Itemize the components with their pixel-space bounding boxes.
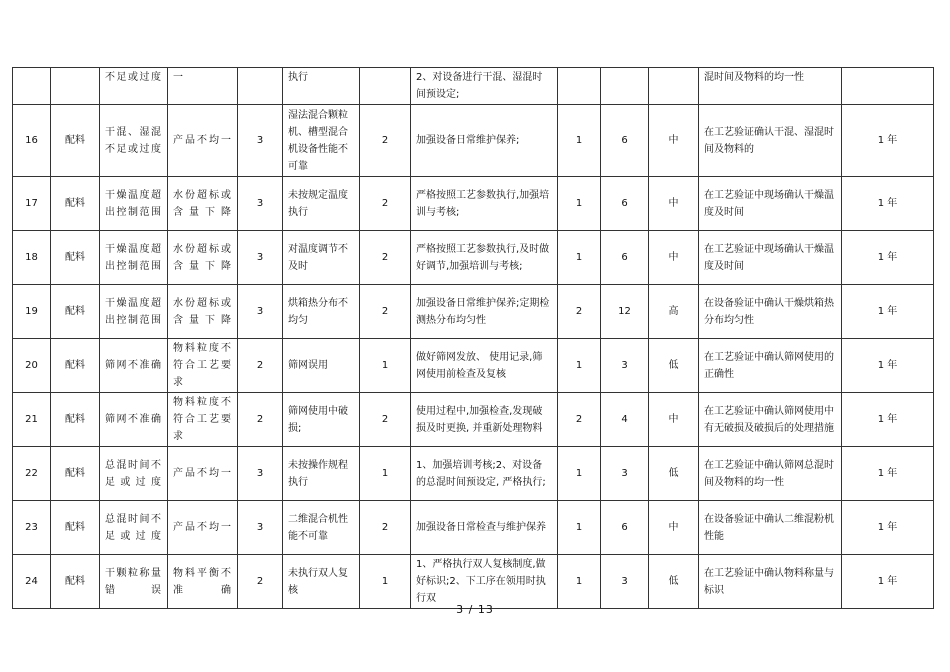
risk-level-cell: 中 [649, 393, 699, 447]
row-number: 24 [13, 555, 51, 609]
verification-cell: 在工艺验证中确认筛网使用的正确性 [699, 339, 842, 393]
table-row [13, 339, 934, 393]
failure-mode-cell: 总混时间不足或过度 [100, 501, 168, 555]
risk-level-cell: 高 [649, 285, 699, 339]
table-row [13, 501, 934, 555]
detection-cell: 1 [558, 447, 601, 501]
occurrence-cell: 2 [360, 105, 411, 177]
detection-cell: 1 [558, 231, 601, 285]
risk-level-cell: 中 [649, 177, 699, 231]
effect-cell: 水份超标或含量下降 [168, 177, 238, 231]
control-measure-cell: 加强设备日常维护保养;定期检测热分布均匀性 [411, 285, 558, 339]
review-cycle-cell: 1 年 [842, 285, 934, 339]
effect-cell: 产品不均一 [168, 447, 238, 501]
severity-cell: 3 [238, 447, 283, 501]
control-measure-cell: 使用过程中,加强检查,发现破损及时更换, 并重新处理物料 [411, 393, 558, 447]
detection-cell: 1 [558, 501, 601, 555]
severity-cell: 3 [238, 501, 283, 555]
verification-cell: 在工艺验证中现场确认干燥温度及时间 [699, 177, 842, 231]
row-number: 18 [13, 231, 51, 285]
stage-cell [51, 68, 100, 105]
table-row [13, 447, 934, 501]
stage-cell: 配料 [51, 447, 100, 501]
risk-priority-cell: 6 [601, 501, 649, 555]
detection-cell: 2 [558, 393, 601, 447]
table-row [13, 393, 934, 447]
detection-cell: 1 [558, 339, 601, 393]
failure-mode-cell: 干燥温度超出控制范围 [100, 231, 168, 285]
cause-cell: 对温度调节不及时 [283, 231, 360, 285]
row-number: 20 [13, 339, 51, 393]
severity-cell: 3 [238, 231, 283, 285]
risk-priority-cell: 3 [601, 447, 649, 501]
control-measure-cell: 1、严格执行双人复核制度,做好标识;2、下工序在领用时执行双 [411, 555, 558, 609]
risk-priority-cell: 3 [601, 339, 649, 393]
cause-cell: 筛网误用 [283, 339, 360, 393]
failure-mode-cell: 筛网不准确 [100, 339, 168, 393]
row-number: 21 [13, 393, 51, 447]
control-measure-cell: 加强设备日常检查与维护保养 [411, 501, 558, 555]
review-cycle-cell: 1 年 [842, 231, 934, 285]
page-number: 3 / 13 [456, 603, 494, 616]
occurrence-cell: 2 [360, 285, 411, 339]
risk-level-cell: 中 [649, 231, 699, 285]
effect-cell: 物料粒度不符合工艺要求 [168, 339, 238, 393]
table-row [13, 177, 934, 231]
stage-cell: 配料 [51, 339, 100, 393]
failure-mode-cell: 干混、湿混不足或过度 [100, 105, 168, 177]
effect-cell: 水份超标或含量下降 [168, 231, 238, 285]
risk-assessment-table [12, 67, 934, 609]
review-cycle-cell: 1 年 [842, 555, 934, 609]
detection-cell: 2 [558, 285, 601, 339]
occurrence-cell: 1 [360, 339, 411, 393]
risk-level-cell: 低 [649, 339, 699, 393]
effect-cell: 一 [168, 68, 238, 105]
stage-cell: 配料 [51, 105, 100, 177]
severity-cell: 2 [238, 339, 283, 393]
review-cycle-cell: 1 年 [842, 177, 934, 231]
failure-mode-cell: 总混时间不足或过度 [100, 447, 168, 501]
cause-cell: 未按操作规程执行 [283, 447, 360, 501]
failure-mode-cell: 干燥温度超出控制范围 [100, 177, 168, 231]
cause-cell: 未执行双人复核 [283, 555, 360, 609]
risk-level-cell: 中 [649, 105, 699, 177]
risk-priority-cell [601, 68, 649, 105]
control-measure-cell: 1、加强培训考核;2、对设备的总混时间预设定, 严格执行; [411, 447, 558, 501]
verification-cell: 在工艺验证中确认筛网总混时间及物料的均一性 [699, 447, 842, 501]
occurrence-cell [360, 68, 411, 105]
risk-level-cell [649, 68, 699, 105]
review-cycle-cell: 1 年 [842, 447, 934, 501]
cause-cell: 烘箱热分布不均匀 [283, 285, 360, 339]
severity-cell: 3 [238, 285, 283, 339]
occurrence-cell: 1 [360, 447, 411, 501]
stage-cell: 配料 [51, 177, 100, 231]
table-row [13, 285, 934, 339]
verification-cell: 在设备验证中确认干燥烘箱热分布均匀性 [699, 285, 842, 339]
row-number: 17 [13, 177, 51, 231]
verification-cell: 在设备验证中确认二维混粉机性能 [699, 501, 842, 555]
cause-cell: 执行 [283, 68, 360, 105]
row-number: 22 [13, 447, 51, 501]
control-measure-cell: 做好筛网发放、 使用记录,筛网使用前检查及复核 [411, 339, 558, 393]
verification-cell: 在工艺验证中确认筛网使用中有无破损及破损后的处理措施 [699, 393, 842, 447]
stage-cell: 配料 [51, 231, 100, 285]
verification-cell: 在工艺验证中确认物料称量与标识 [699, 555, 842, 609]
review-cycle-cell: 1 年 [842, 105, 934, 177]
table-row [13, 68, 934, 105]
effect-cell: 物料平衡不准确 [168, 555, 238, 609]
row-number: 23 [13, 501, 51, 555]
cause-cell: 湿法混合颗粒机、槽型混合机设备性能不可靠 [283, 105, 360, 177]
control-measure-cell: 2、对设备进行干混、湿混时间预设定; [411, 68, 558, 105]
occurrence-cell: 2 [360, 231, 411, 285]
severity-cell [238, 68, 283, 105]
review-cycle-cell [842, 68, 934, 105]
occurrence-cell: 2 [360, 501, 411, 555]
failure-mode-cell: 不足或过度 [100, 68, 168, 105]
risk-priority-cell: 6 [601, 231, 649, 285]
occurrence-cell: 1 [360, 555, 411, 609]
stage-cell: 配料 [51, 501, 100, 555]
verification-cell: 在工艺验证中现场确认干燥温度及时间 [699, 231, 842, 285]
row-number: 16 [13, 105, 51, 177]
occurrence-cell: 2 [360, 177, 411, 231]
effect-cell: 产品不均一 [168, 501, 238, 555]
detection-cell: 1 [558, 177, 601, 231]
severity-cell: 3 [238, 105, 283, 177]
effect-cell: 水份超标或含量下降 [168, 285, 238, 339]
stage-cell: 配料 [51, 285, 100, 339]
stage-cell: 配料 [51, 555, 100, 609]
severity-cell: 2 [238, 393, 283, 447]
review-cycle-cell: 1 年 [842, 501, 934, 555]
failure-mode-cell: 干颗粒称量错误 [100, 555, 168, 609]
effect-cell: 物料粒度不符合工艺要求 [168, 393, 238, 447]
control-measure-cell: 严格按照工艺参数执行,及时做好调节,加强培训与考核; [411, 231, 558, 285]
risk-priority-cell: 6 [601, 105, 649, 177]
control-measure-cell: 加强设备日常维护保养; [411, 105, 558, 177]
table-row [13, 231, 934, 285]
cause-cell: 筛网使用中破损; [283, 393, 360, 447]
risk-priority-cell: 3 [601, 555, 649, 609]
table-row [13, 555, 934, 609]
risk-priority-cell: 12 [601, 285, 649, 339]
occurrence-cell: 2 [360, 393, 411, 447]
effect-cell: 产品不均一 [168, 105, 238, 177]
failure-mode-cell: 筛网不准确 [100, 393, 168, 447]
table-row [13, 105, 934, 177]
row-number [13, 68, 51, 105]
risk-level-cell: 低 [649, 447, 699, 501]
verification-cell: 混时间及物料的均一性 [699, 68, 842, 105]
stage-cell: 配料 [51, 393, 100, 447]
severity-cell: 2 [238, 555, 283, 609]
cause-cell: 二维混合机性能不可靠 [283, 501, 360, 555]
verification-cell: 在工艺验证确认干混、湿混时间及物料的 [699, 105, 842, 177]
review-cycle-cell: 1 年 [842, 339, 934, 393]
risk-level-cell: 低 [649, 555, 699, 609]
risk-priority-cell: 4 [601, 393, 649, 447]
risk-priority-cell: 6 [601, 177, 649, 231]
row-number: 19 [13, 285, 51, 339]
detection-cell: 1 [558, 105, 601, 177]
severity-cell: 3 [238, 177, 283, 231]
detection-cell: 1 [558, 555, 601, 609]
failure-mode-cell: 干燥温度超出控制范围 [100, 285, 168, 339]
review-cycle-cell: 1 年 [842, 393, 934, 447]
cause-cell: 未按规定温度执行 [283, 177, 360, 231]
control-measure-cell: 严格按照工艺参数执行,加强培训与考核; [411, 177, 558, 231]
detection-cell [558, 68, 601, 105]
risk-level-cell: 中 [649, 501, 699, 555]
